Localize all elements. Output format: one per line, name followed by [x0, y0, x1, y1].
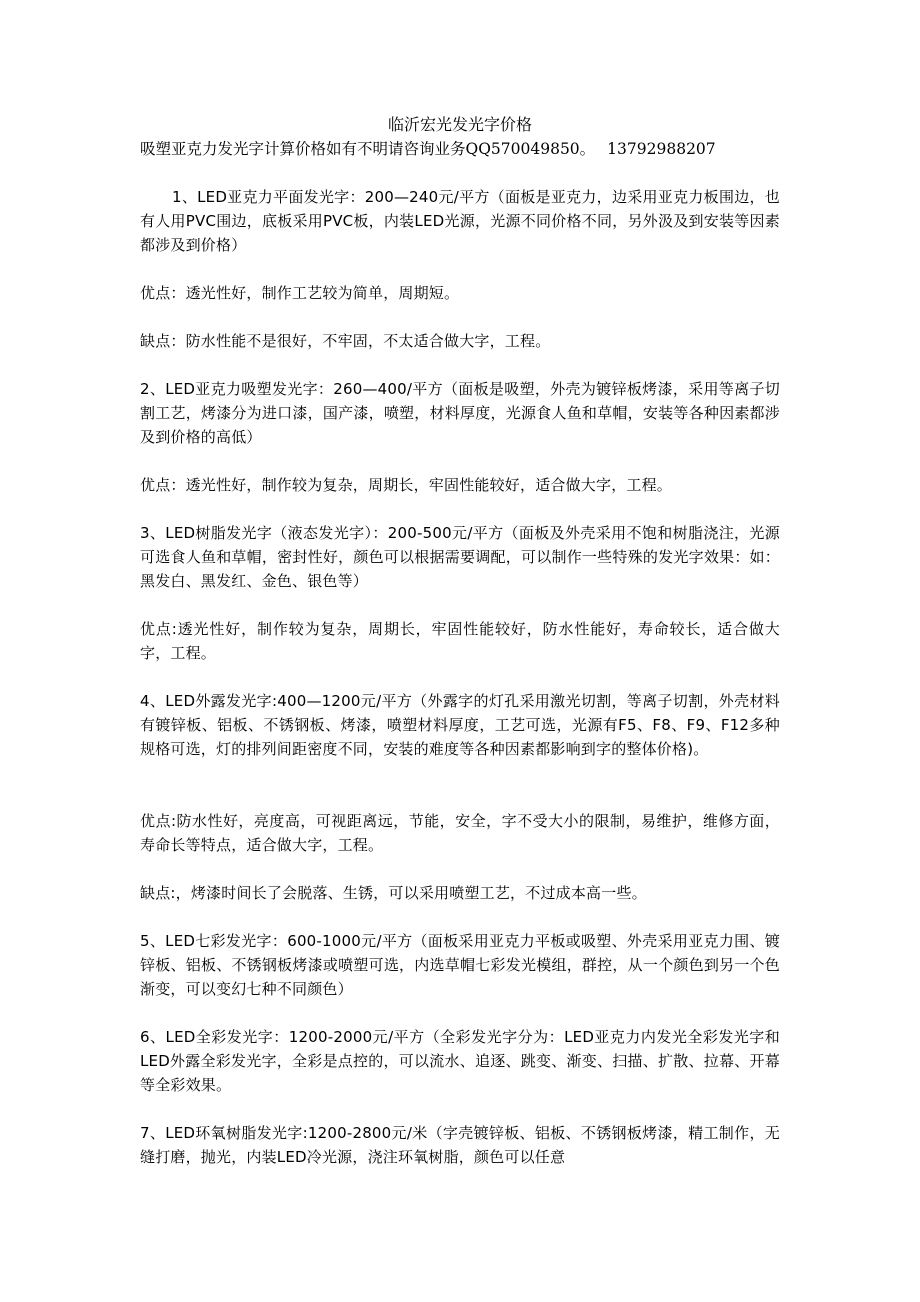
- paragraph-item-4-cons: 缺点:，烤漆时间长了会脱落、生锈，可以采用喷塑工艺，不过成本高一些。: [140, 884, 647, 902]
- paragraph-item-2: 2、LED亚克力吸塑发光字：260—400/平方（面板是吸塑，外壳为镀锌板烤漆，采用等离子切割工艺，烤漆分为进口漆，国产漆，喷塑，材料厚度，光源食人鱼和草帽，安装等各种因素都涉及到价格的高低）: [140, 380, 780, 446]
- paragraph-item-1-pros: 优点：透光性好，制作工艺较为简单，周期短。: [140, 284, 460, 302]
- document-subtitle: [140, 137, 780, 161]
- phone-number: 13792988207: [607, 140, 716, 158]
- paragraph-item-4: 4、LED外露发光字:400—1200元/平方（外露字的灯孔采用激光切割，等离子切割，外壳材料有镀锌板、铝板、不锈钢板、烤漆，喷塑材料厚度，工艺可选，光源有F5、F8、F9、F12多种规格可选，灯的排列间距密度不同，安装的难度等各种因素都影响到字的整体价格)。: [140, 692, 780, 758]
- paragraph-item-1-cons: 缺点：防水性能不是很好，不牢固，不太适合做大字，工程。: [140, 332, 551, 350]
- document-title: 临沂宏光发光字价格: [387, 115, 532, 134]
- paragraph-item-4-pros: 优点:防水性好，亮度高，可视距离远，节能，安全，字不受大小的限制，易维护，维修方面，寿命长等特点，适合做大字，工程。: [140, 812, 780, 854]
- paragraph-item-6: 6、LED全彩发光字：1200-2000元/平方（全彩发光字分为：LED亚克力内发光全彩发光字和LED外露全彩发光字，全彩是点控的，可以流水、追逐、跳变、渐变、扫描、扩散、拉幕、开幕等全彩效果。: [140, 1028, 780, 1094]
- paragraph-item-2-pros: 优点：透光性好，制作较为复杂，周期长，牢固性能较好，适合做大字，工程。: [140, 476, 673, 494]
- paragraph-item-7: 7、LED环氧树脂发光字:1200-2800元/米（字壳镀锌板、铝板、不锈钢板烤漆，精工制作，无缝打磨，抛光，内装LED冷光源，浇注环氧树脂，颜色可以任意: [140, 1124, 780, 1166]
- paragraph-item-3: 3、LED树脂发光字（液态发光字）：200-500元/平方（面板及外壳采用不饱和树脂浇注，光源可选食人鱼和草帽，密封性好，颜色可以根据需要调配，可以制作一些特殊的发光字效果：如：黑发白、黑发红、金色、银色等）: [140, 524, 780, 590]
- paragraph-item-5: 5、LED七彩发光字：600-1000元/平方（面板采用亚克力平板或吸塑、外壳采用亚克力围、镀锌板、铝板、不锈钢板烤漆或喷塑可选，内选草帽七彩发光模组，群控，从一个颜色到另一个色渐变，可以变幻七种不同颜色）: [140, 932, 780, 998]
- contact-note: 吸塑亚克力发光字计算价格如有不明请咨询业务QQ570049850。: [140, 140, 596, 158]
- paragraph-item-3-pros: 优点:透光性好，制作较为复杂，周期长，牢固性能较好，防水性能好，寿命较长，适合做大字，工程。: [140, 620, 780, 662]
- paragraph-item-1: 1、LED亚克力平面发光字：200—240元/平方（面板是亚克力，边采用亚克力板围边，也有人用PVC围边，底板采用PVC板，内装LED光源，光源不同价格不同，另外汲及到安装等因素都涉及到价格）: [140, 188, 780, 254]
